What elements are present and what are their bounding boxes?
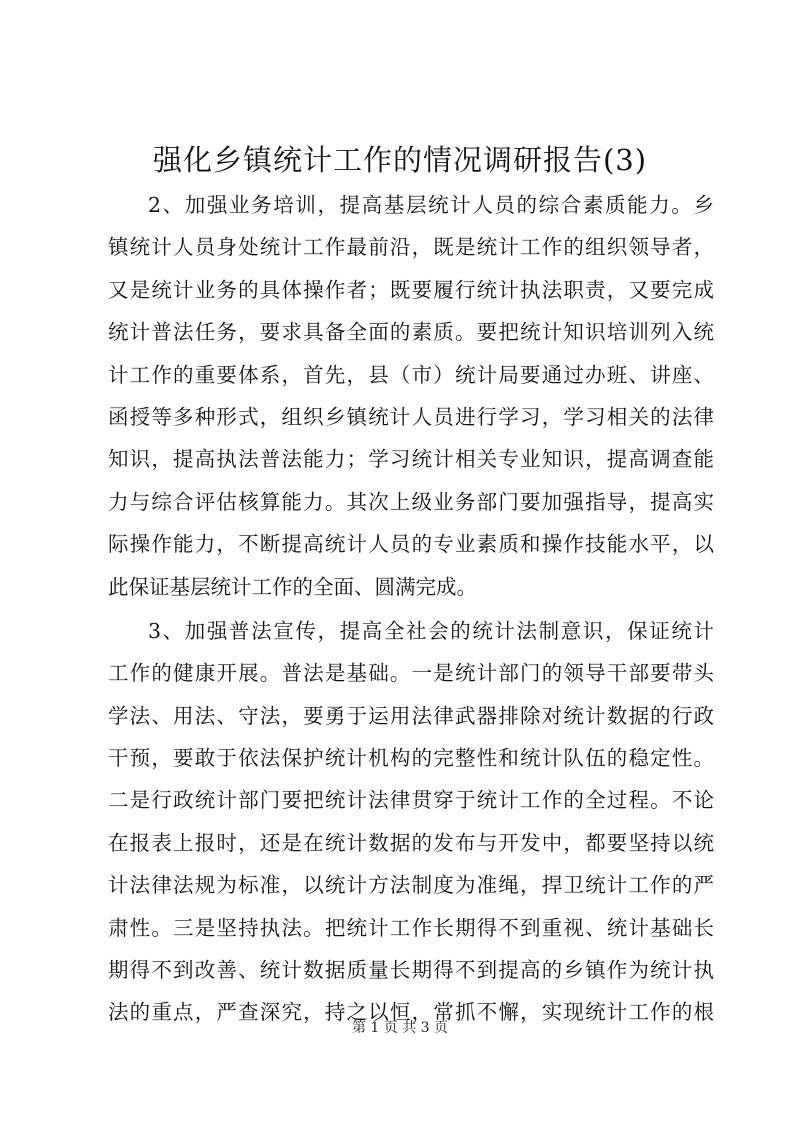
document-title: 强化乡镇统计工作的情况调研报告(3) bbox=[152, 143, 648, 177]
text-line: 际操作能力，不断提高统计人员的专业素质和操作技能水平，以 bbox=[108, 532, 714, 557]
text-line: 2、加强业务培训，提高基层统计人员的综合素质能力。乡 bbox=[148, 193, 714, 217]
text-line: 统计普法任务，要求具备全面的素质。要把统计知识培训列入统 bbox=[108, 320, 714, 345]
text-line: 函授等多种形式，组织乡镇统计人员进行学习，学习相关的法律 bbox=[108, 404, 714, 429]
text-line: 此保证基层统计工作的全面、圆满完成。 bbox=[108, 574, 477, 599]
text-line: 二是行政统计部门要把统计法律贯穿于统计工作的全过程。不论 bbox=[108, 788, 714, 813]
text-line: 在报表上报时，还是在统计数据的发布与开发中，都要坚持以统 bbox=[108, 830, 714, 855]
page-footer: 第 1 页 共 3 页 bbox=[351, 1020, 449, 1036]
text-line: 肃性。三是坚持执法。把统计工作长期得不到重视、统计基础长 bbox=[108, 915, 714, 940]
document-body bbox=[108, 184, 714, 1034]
text-line: 学法、用法、守法，要勇于运用法律武器排除对统计数据的行政 bbox=[108, 703, 714, 728]
text-line: 力与综合评估核算能力。其次上级业务部门要加强指导，提高实 bbox=[108, 489, 714, 514]
text-line: 期得不到改善、统计数据质量长期得不到提高的乡镇作为统计执 bbox=[108, 958, 714, 983]
text-line: 计工作的重要体系，首先，县（市）统计局要通过办班、讲座、 bbox=[108, 362, 714, 387]
text-line: 镇统计人员身处统计工作最前沿，既是统计工作的组织领导者， bbox=[108, 235, 714, 260]
text-line: 法的重点，严查深究，持之以恒，常抓不懈，实现统计工作的根 bbox=[108, 1000, 714, 1025]
text-line: 工作的健康开展。普法是基础。一是统计部门的领导干部要带头 bbox=[108, 661, 714, 686]
text-line: 知识，提高执法普法能力；学习统计相关专业知识，提高调查能 bbox=[108, 447, 714, 472]
text-line: 干预，要敢于依法保护统计机构的完整性和统计队伍的稳定性。 bbox=[108, 746, 714, 771]
text-line: 3、加强普法宣传，提高全社会的统计法制意识，保证统计 bbox=[148, 618, 714, 643]
text-line: 又是统计业务的具体操作者；既要履行统计执法职责，又要完成 bbox=[108, 277, 714, 302]
paragraph-1 bbox=[108, 184, 714, 608]
text-line: 计法律法规为标准，以统计方法制度为准绳，捍卫统计工作的严 bbox=[108, 873, 714, 898]
paragraph-2 bbox=[108, 610, 714, 1034]
